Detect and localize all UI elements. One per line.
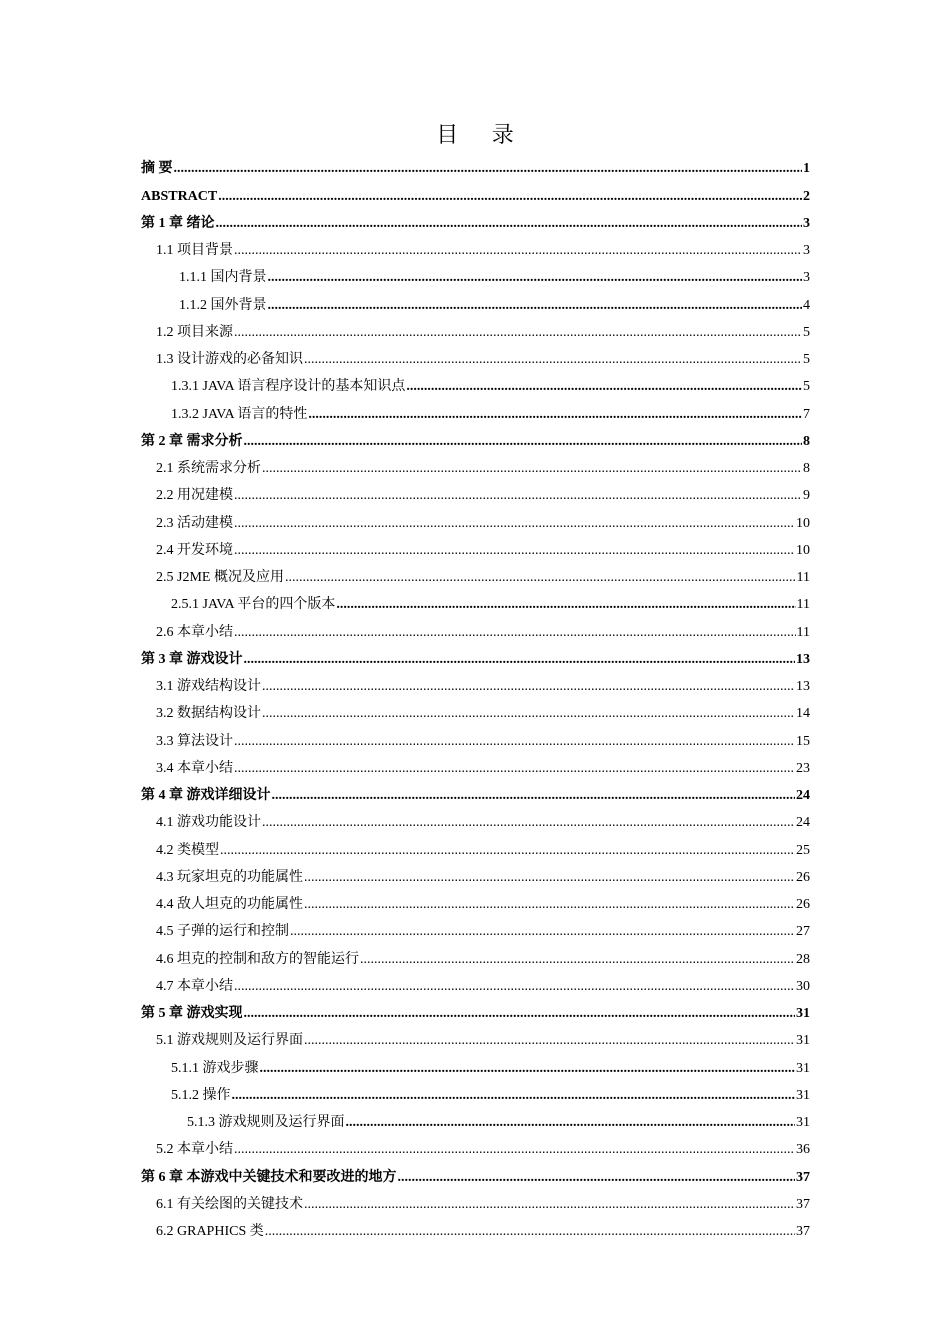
toc-dot-leader: [234, 516, 795, 532]
toc-entry[interactable]: [141, 368, 810, 395]
toc-dot-leader: [234, 488, 802, 504]
toc-entry-label: ABSTRACT: [141, 188, 218, 204]
toc-entry[interactable]: [141, 668, 810, 695]
toc-dot-leader: [218, 189, 802, 205]
toc-entry[interactable]: [141, 886, 810, 913]
toc-entry-label: 2.3 活动建模: [156, 515, 233, 531]
toc-entry-label: 1.3 设计游戏的必备知识: [156, 352, 303, 367]
toc-dot-leader: [244, 1006, 796, 1022]
toc-entry-label: 5.1.1 游戏步骤: [171, 1060, 259, 1076]
toc-entry[interactable]: [141, 259, 810, 286]
toc-dot-leader: [406, 379, 802, 395]
toc-entry[interactable]: [141, 150, 810, 177]
toc-entry-label: 1.1 项目背景: [156, 243, 233, 258]
toc-entry-label: 第 6 章 本游戏中关键技术和要改进的地方: [141, 1169, 397, 1185]
toc-dot-leader: [260, 1061, 796, 1077]
toc-entry-page: 3: [803, 215, 810, 231]
toc-entry-label: 第 1 章 绪论: [141, 215, 215, 231]
toc-entry-page: 24: [796, 815, 810, 831]
toc-entry-label: 3.2 数据结构设计: [156, 706, 261, 722]
toc-entry[interactable]: [141, 1049, 810, 1076]
toc-dot-leader: [234, 1142, 795, 1158]
toc-entry-page: 26: [796, 869, 810, 885]
toc-entry-label: 第 4 章 游戏详细设计: [141, 788, 271, 803]
toc-dot-leader: [268, 270, 803, 286]
toc-entry-label: 5.1 游戏规则及运行界面: [156, 1033, 303, 1049]
toc-entry-label: 摘 要: [141, 161, 173, 177]
toc-entry[interactable]: [141, 831, 810, 858]
toc-entry-page: 37: [796, 1169, 810, 1185]
toc-entry[interactable]: [141, 395, 810, 422]
toc-dot-leader: [265, 1224, 795, 1240]
toc-entry-page: 10: [796, 515, 810, 531]
toc-entry[interactable]: [141, 1022, 810, 1049]
toc-entry-page: 4: [803, 297, 810, 313]
toc-entry-label: 4.3 玩家坦克的功能属性: [156, 869, 303, 885]
toc-entry-page: 11: [796, 597, 810, 613]
toc-entry-page: 9: [803, 488, 810, 504]
toc-entry-label: 1.1.2 国外背景: [179, 297, 267, 313]
toc-entry[interactable]: [141, 341, 810, 368]
toc-entry[interactable]: [141, 995, 810, 1022]
toc-entry[interactable]: [141, 504, 810, 531]
toc-entry-page: 28: [796, 951, 810, 967]
toc-entry-label: 2.4 开发环境: [156, 542, 233, 558]
toc-entry-label: 2.5.1 JAVA 平台的四个版本: [171, 597, 336, 613]
toc-dot-leader: [234, 761, 795, 777]
toc-entry-page: 3: [803, 243, 810, 258]
toc-entry-label: 3.3 算法设计: [156, 733, 233, 749]
toc-entry-page: 3: [803, 270, 810, 286]
toc-entry-page: 5: [803, 324, 810, 340]
toc-dot-leader: [244, 434, 803, 450]
toc-entry-label: 4.6 坦克的控制和敌方的智能运行: [156, 951, 359, 967]
toc-entry-page: 13: [796, 679, 810, 694]
toc-dot-leader: [262, 679, 795, 695]
toc-entry-page: 31: [796, 1033, 810, 1049]
toc-entry-page: 31: [796, 1087, 810, 1103]
toc-entry[interactable]: [141, 205, 810, 232]
toc-title: 目 录: [436, 122, 528, 147]
toc-entry[interactable]: [141, 477, 810, 504]
toc-entry-label: 2.5 J2ME 概况及应用: [156, 570, 284, 585]
toc-entry[interactable]: [141, 532, 810, 559]
toc-dot-leader: [308, 407, 802, 423]
toc-dot-leader: [234, 325, 802, 341]
toc-entry-page: 25: [796, 842, 810, 858]
toc-dot-leader: [346, 1115, 796, 1131]
toc-dot-leader: [304, 352, 802, 368]
toc-entry[interactable]: [141, 940, 810, 967]
toc-entry-label: 4.4 敌人坦克的功能属性: [156, 897, 303, 912]
toc-entry-page: 31: [796, 1006, 810, 1021]
toc-entry-page: 37: [796, 1224, 810, 1239]
toc-dot-leader: [398, 1170, 796, 1186]
toc-dot-leader: [216, 216, 803, 232]
toc-entry-page: 27: [796, 924, 810, 940]
toc-entry-page: 36: [796, 1142, 810, 1158]
toc-entry[interactable]: [141, 641, 810, 668]
toc-dot-leader: [234, 543, 795, 559]
toc-dot-leader: [220, 843, 795, 859]
toc-entry-label: 1.2 项目来源: [156, 324, 233, 340]
toc-entry[interactable]: [141, 613, 810, 640]
toc-dot-leader: [174, 161, 803, 177]
toc-entry-label: 6.1 有关绘图的关键技术: [156, 1196, 303, 1212]
toc-entry-label: 5.1.2 操作: [171, 1087, 231, 1103]
toc-entry-page: 24: [796, 788, 810, 803]
toc-entry-label: 4.5 子弹的运行和控制: [156, 924, 289, 940]
toc-dot-leader: [268, 298, 803, 314]
toc-entry[interactable]: [141, 968, 810, 995]
toc-entry-page: 8: [803, 461, 810, 476]
toc-entry-page: 10: [796, 542, 810, 558]
toc-entry-page: 31: [796, 1060, 810, 1076]
toc-entry[interactable]: [141, 1104, 810, 1131]
toc-dot-leader: [262, 461, 802, 477]
toc-entry-page: 5: [803, 379, 810, 395]
toc-entry-label: 4.7 本章小结: [156, 978, 233, 994]
toc-dot-leader: [232, 1088, 796, 1104]
toc-dot-leader: [304, 1033, 795, 1049]
toc-dot-leader: [290, 924, 795, 940]
toc-dot-leader: [285, 570, 796, 586]
toc-entry[interactable]: [141, 450, 810, 477]
toc-entry[interactable]: [141, 559, 810, 586]
toc-entry[interactable]: [141, 232, 810, 259]
toc-entry-label: 第 5 章 游戏实现: [141, 1006, 243, 1021]
toc-dot-leader: [234, 625, 796, 641]
toc-entry-page: 26: [796, 897, 810, 912]
toc-entry-label: 4.2 类模型: [156, 842, 219, 858]
toc-dot-leader: [262, 815, 795, 831]
toc-entry-label: 第 2 章 需求分析: [141, 433, 243, 449]
toc-entry[interactable]: [141, 777, 810, 804]
toc-entry[interactable]: [141, 1213, 810, 1240]
toc-entry-label: 1.3.2 JAVA 语言的特性: [171, 406, 308, 422]
table-of-contents: [141, 150, 810, 1240]
toc-entry-label: 3.4 本章小结: [156, 760, 233, 776]
toc-entry-page: 14: [796, 706, 810, 722]
toc-entry-label: 2.2 用况建模: [156, 488, 233, 504]
toc-entry-label: 5.1.3 游戏规则及运行界面: [187, 1115, 345, 1130]
toc-dot-leader: [272, 788, 796, 804]
toc-dot-leader: [304, 897, 795, 913]
toc-entry-label: 6.2 GRAPHICS 类: [156, 1224, 264, 1239]
toc-entry-page: 15: [796, 733, 810, 749]
toc-entry-label: 3.1 游戏结构设计: [156, 679, 261, 694]
toc-dot-leader: [304, 870, 795, 886]
toc-entry-page: 37: [796, 1196, 810, 1212]
toc-dot-leader: [304, 1197, 795, 1213]
toc-entry-page: 30: [796, 978, 810, 994]
toc-entry-page: 23: [796, 760, 810, 776]
toc-entry[interactable]: [141, 314, 810, 341]
toc-entry[interactable]: [141, 1158, 810, 1185]
toc-dot-leader: [262, 706, 795, 722]
toc-entry[interactable]: [141, 586, 810, 613]
toc-entry[interactable]: [141, 286, 810, 313]
toc-entry[interactable]: [141, 1186, 810, 1213]
toc-entry[interactable]: [141, 750, 810, 777]
toc-entry-label: 2.1 系统需求分析: [156, 461, 261, 476]
toc-entry-page: 13: [796, 651, 810, 667]
toc-entry-label: 1.1.1 国内背景: [179, 270, 267, 286]
toc-entry-label: 5.2 本章小结: [156, 1142, 233, 1158]
toc-entry-page: 8: [803, 433, 810, 449]
toc-entry[interactable]: [141, 804, 810, 831]
toc-entry-label: 4.1 游戏功能设计: [156, 815, 261, 831]
toc-entry-label: 2.6 本章小结: [156, 624, 233, 640]
toc-dot-leader: [244, 652, 796, 668]
toc-entry[interactable]: [141, 1131, 810, 1158]
toc-entry[interactable]: [141, 423, 810, 450]
toc-entry-page: 2: [803, 188, 810, 204]
toc-entry[interactable]: [141, 177, 810, 204]
toc-entry[interactable]: [141, 913, 810, 940]
toc-entry[interactable]: [141, 695, 810, 722]
toc-entry-page: 5: [803, 352, 810, 367]
toc-entry-page: 31: [796, 1115, 810, 1130]
toc-entry-page: 11: [796, 570, 810, 585]
toc-entry[interactable]: [141, 722, 810, 749]
toc-dot-leader: [234, 243, 802, 259]
toc-dot-leader: [360, 952, 795, 968]
toc-dot-leader: [234, 979, 795, 995]
toc-dot-leader: [234, 734, 795, 750]
toc-entry-label: 1.3.1 JAVA 语言程序设计的基本知识点: [171, 379, 406, 395]
toc-entry-label: 第 3 章 游戏设计: [141, 651, 243, 667]
toc-entry[interactable]: [141, 859, 810, 886]
toc-entry[interactable]: [141, 1077, 810, 1104]
toc-entry-page: 11: [796, 624, 810, 640]
toc-dot-leader: [336, 597, 795, 613]
toc-entry-page: 7: [803, 406, 810, 422]
toc-entry-page: 1: [803, 161, 810, 177]
